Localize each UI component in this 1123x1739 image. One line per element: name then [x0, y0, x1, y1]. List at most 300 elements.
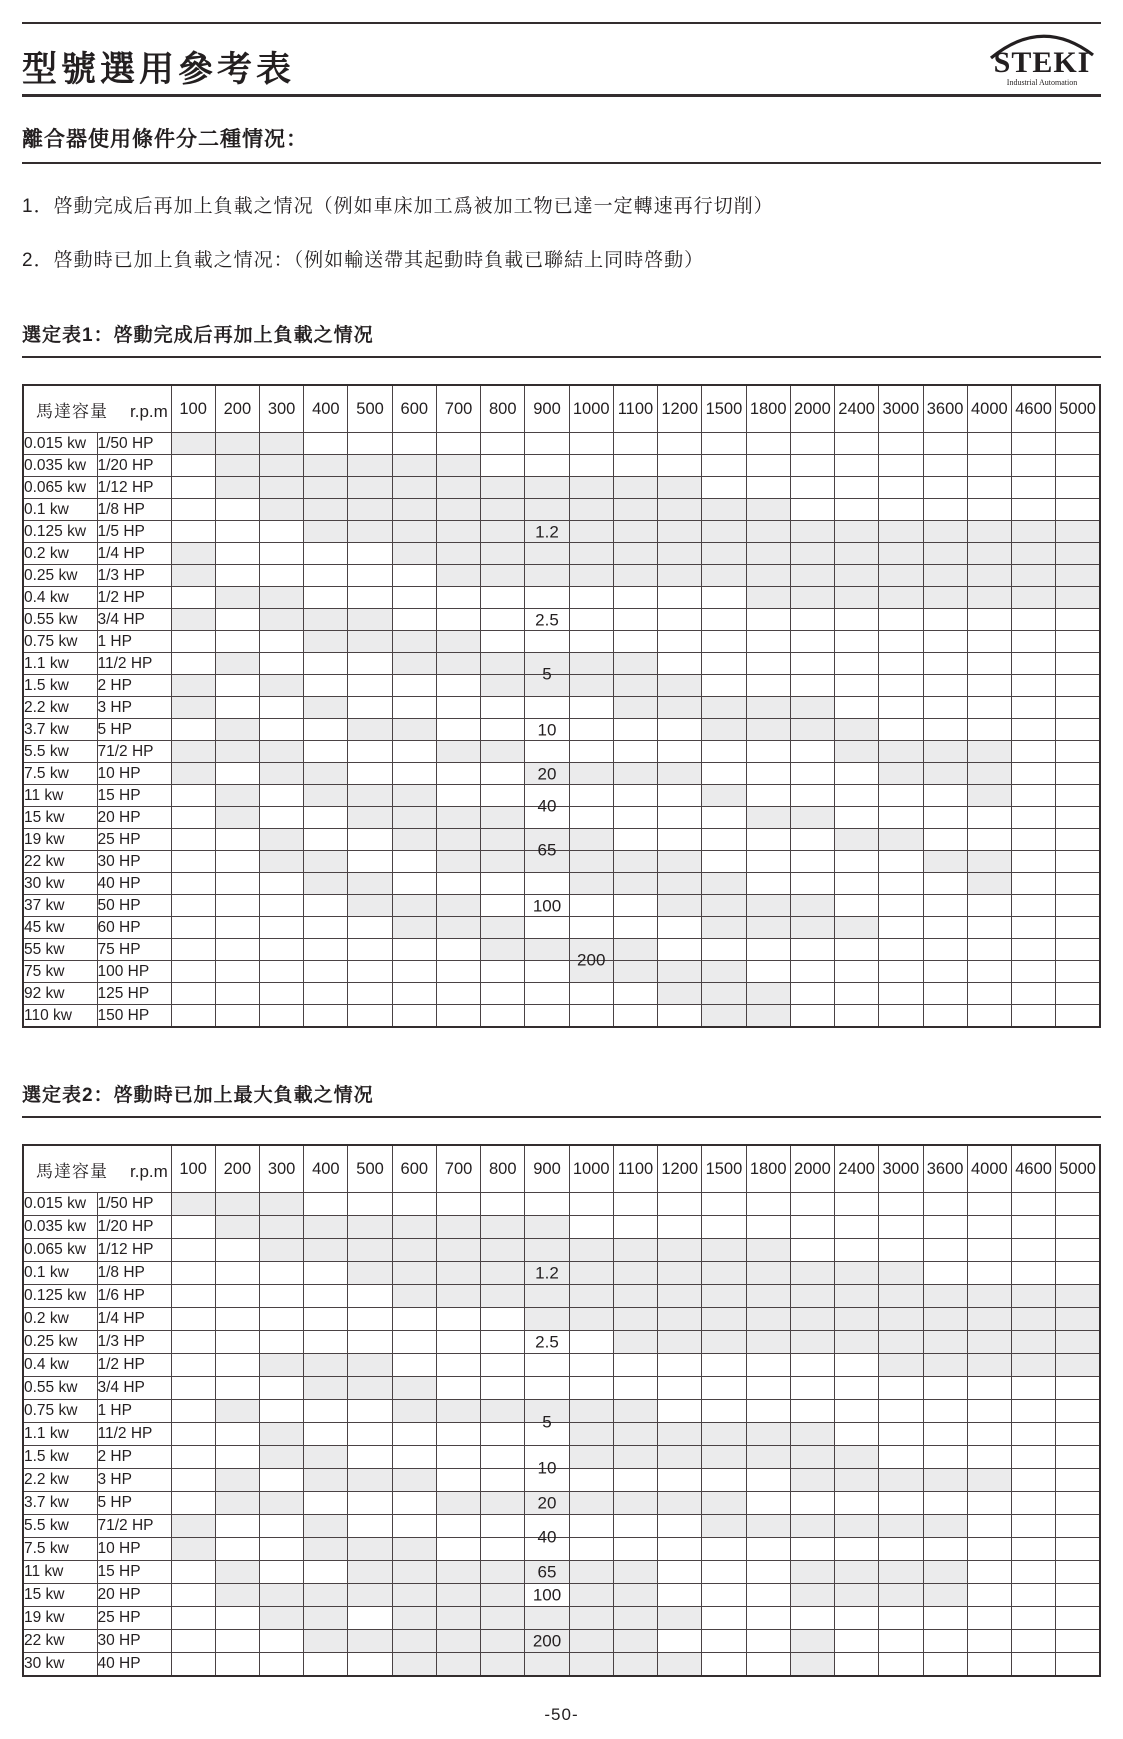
applicable-range-cell	[304, 1216, 348, 1239]
grid-cell	[215, 829, 259, 851]
rpm-column-header: 200	[215, 385, 259, 433]
applicable-range-cell	[304, 521, 348, 543]
intro-rule	[22, 162, 1101, 164]
hp-label: 125 HP	[97, 983, 171, 1005]
capacity-row	[23, 653, 1100, 675]
grid-cell	[835, 983, 879, 1005]
applicable-range-cell	[613, 1331, 657, 1354]
grid-cell	[525, 873, 569, 895]
applicable-range-cell	[569, 763, 613, 785]
applicable-range-cell	[658, 1308, 702, 1331]
grid-cell	[392, 1331, 436, 1354]
grid-cell	[436, 763, 480, 785]
applicable-range-cell	[746, 917, 790, 939]
grid-cell	[923, 829, 967, 851]
capacity-row	[23, 1561, 1100, 1584]
grid-cell	[923, 1239, 967, 1262]
grid-cell	[171, 719, 215, 741]
applicable-range-cell	[1011, 1331, 1055, 1354]
grid-cell	[1056, 653, 1100, 675]
applicable-range-cell	[259, 1492, 303, 1515]
grid-cell	[171, 1331, 215, 1354]
applicable-range-cell	[613, 565, 657, 587]
applicable-range-cell	[525, 1400, 569, 1432]
grid-cell	[1056, 1607, 1100, 1630]
grid-cell	[171, 499, 215, 521]
grid-cell	[304, 829, 348, 851]
grid-cell	[790, 961, 834, 983]
applicable-range-cell	[923, 1354, 967, 1377]
applicable-range-cell	[835, 565, 879, 587]
grid-cell	[967, 1446, 1011, 1469]
applicable-range-cell	[436, 1262, 480, 1285]
grid-cell	[436, 675, 480, 697]
rpm-column-header: 900	[525, 1145, 569, 1193]
applicable-range-cell	[790, 1331, 834, 1354]
grid-cell	[304, 1400, 348, 1423]
grid-cell	[392, 1308, 436, 1331]
grid-cell	[658, 1216, 702, 1239]
grid-cell	[967, 1423, 1011, 1446]
hp-label: 100 HP	[97, 961, 171, 983]
grid-cell	[1056, 1630, 1100, 1653]
grid-cell	[481, 895, 525, 917]
applicable-range-cell	[259, 499, 303, 521]
grid-cell	[215, 851, 259, 873]
applicable-range-cell	[348, 477, 392, 499]
rpm-column-header: 1000	[569, 1145, 613, 1193]
clutch-model-label: 5	[542, 664, 552, 684]
applicable-range-cell	[392, 631, 436, 653]
rpm-column-header: 400	[304, 385, 348, 433]
applicable-range-cell	[967, 1354, 1011, 1377]
grid-cell	[923, 1630, 967, 1653]
grid-cell	[1011, 1377, 1055, 1400]
applicable-range-cell	[790, 1469, 834, 1492]
applicable-range-cell	[259, 433, 303, 455]
applicable-range-cell	[1056, 543, 1100, 565]
grid-cell	[392, 961, 436, 983]
applicable-range-cell	[923, 587, 967, 609]
applicable-range-cell	[879, 1354, 923, 1377]
applicable-range-cell	[835, 1308, 879, 1331]
grid-cell	[1011, 653, 1055, 675]
grid-cell	[481, 983, 525, 1005]
applicable-range-cell	[702, 521, 746, 543]
grid-cell	[835, 1400, 879, 1423]
grid-cell	[1011, 1584, 1055, 1607]
grid-cell	[304, 433, 348, 455]
grid-cell	[1056, 961, 1100, 983]
applicable-range-cell	[392, 895, 436, 917]
applicable-range-cell	[171, 1538, 215, 1561]
grid-cell	[481, 1377, 525, 1400]
kw-label: 0.035 kw	[23, 1216, 97, 1239]
grid-cell	[658, 455, 702, 477]
applicable-range-cell	[569, 1561, 613, 1584]
applicable-range-cell	[569, 1423, 613, 1446]
applicable-range-cell	[569, 1492, 613, 1515]
applicable-range-cell	[569, 499, 613, 521]
grid-cell	[1011, 1630, 1055, 1653]
applicable-range-cell	[790, 1308, 834, 1331]
applicable-range-cell	[392, 1239, 436, 1262]
grid-cell	[879, 895, 923, 917]
grid-cell	[259, 1377, 303, 1400]
applicable-range-cell	[304, 1354, 348, 1377]
grid-cell	[1056, 785, 1100, 807]
grid-cell	[348, 565, 392, 587]
applicable-range-cell	[304, 1239, 348, 1262]
applicable-range-cell	[569, 873, 613, 895]
grid-cell	[702, 477, 746, 499]
rpm-header-row	[23, 1145, 1100, 1193]
grid-cell	[392, 873, 436, 895]
grid-cell	[1056, 1193, 1100, 1216]
applicable-range-cell	[304, 1446, 348, 1469]
grid-cell	[1056, 851, 1100, 873]
grid-cell	[1056, 939, 1100, 961]
applicable-range-cell	[702, 697, 746, 719]
applicable-range-cell	[436, 1400, 480, 1423]
applicable-range-cell	[436, 807, 480, 829]
grid-cell	[702, 675, 746, 697]
grid-cell	[481, 763, 525, 785]
applicable-range-cell	[525, 1653, 569, 1677]
grid-cell	[1011, 961, 1055, 983]
applicable-range-cell	[525, 565, 569, 587]
applicable-range-cell	[835, 1262, 879, 1285]
selection-table-2-section	[22, 1080, 1101, 1677]
grid-cell	[746, 631, 790, 653]
capacity-row	[23, 1239, 1100, 1262]
applicable-range-cell	[436, 1239, 480, 1262]
applicable-range-cell	[613, 961, 657, 983]
applicable-range-cell	[658, 1423, 702, 1446]
hp-label: 1/4 HP	[97, 543, 171, 565]
grid-cell	[304, 1285, 348, 1308]
grid-cell	[1011, 1607, 1055, 1630]
grid-cell	[967, 1538, 1011, 1561]
grid-cell	[967, 1377, 1011, 1400]
grid-cell	[790, 873, 834, 895]
grid-cell	[348, 829, 392, 851]
grid-cell	[790, 1216, 834, 1239]
grid-cell	[525, 1515, 569, 1547]
grid-cell	[1056, 1515, 1100, 1538]
grid-cell	[215, 1262, 259, 1285]
applicable-range-cell	[790, 807, 834, 829]
grid-cell	[481, 631, 525, 653]
grid-cell	[304, 587, 348, 609]
grid-cell	[259, 1005, 303, 1028]
grid-cell	[348, 587, 392, 609]
applicable-range-cell	[392, 1630, 436, 1653]
grid-cell	[746, 1377, 790, 1400]
rpm-column-header: 4000	[967, 1145, 1011, 1193]
capacity-row	[23, 785, 1100, 807]
applicable-range-cell	[481, 1400, 525, 1423]
hp-label: 3 HP	[97, 1469, 171, 1492]
clutch-model-label: 5	[542, 1412, 552, 1432]
grid-cell	[790, 1538, 834, 1561]
applicable-range-cell	[525, 1239, 569, 1262]
applicable-range-cell	[348, 1239, 392, 1262]
grid-cell	[879, 961, 923, 983]
grid-cell	[790, 829, 834, 851]
capacity-row	[23, 1607, 1100, 1630]
grid-cell	[259, 807, 303, 829]
applicable-range-cell	[392, 829, 436, 851]
grid-cell	[171, 1216, 215, 1239]
grid-cell	[436, 609, 480, 631]
kw-label: 75 kw	[23, 961, 97, 983]
grid-cell	[879, 433, 923, 455]
condition-item-2: 2．啓動時已加上負載之情况：（例如輸送帶其起動時負載已聯結上同時啓動）	[22, 250, 705, 271]
capacity-row	[23, 1354, 1100, 1377]
applicable-range-cell	[569, 1446, 613, 1469]
applicable-range-cell	[702, 1262, 746, 1285]
grid-cell	[746, 1354, 790, 1377]
hp-label: 50 HP	[97, 895, 171, 917]
kw-label: 0.1 kw	[23, 499, 97, 521]
applicable-range-cell	[967, 741, 1011, 763]
grid-cell	[746, 829, 790, 851]
applicable-range-cell	[613, 939, 657, 961]
grid-cell	[835, 675, 879, 697]
grid-cell	[436, 961, 480, 983]
capacity-row	[23, 1630, 1100, 1653]
grid-cell	[436, 587, 480, 609]
grid-cell	[259, 939, 303, 961]
grid-cell	[171, 1423, 215, 1446]
grid-cell	[171, 917, 215, 939]
grid-cell	[746, 477, 790, 499]
grid-cell	[171, 1492, 215, 1515]
clutch-model-label: 200	[532, 1631, 562, 1651]
grid-cell	[1011, 1005, 1055, 1028]
hp-label: 11/2 HP	[97, 653, 171, 675]
grid-cell	[525, 917, 569, 939]
applicable-range-cell	[746, 499, 790, 521]
applicable-range-cell	[392, 521, 436, 543]
applicable-range-cell	[481, 1561, 525, 1584]
grid-cell	[835, 961, 879, 983]
logo-wordmark: STEKI	[993, 46, 1091, 79]
applicable-range-cell	[702, 565, 746, 587]
grid-cell	[702, 1354, 746, 1377]
grid-cell	[171, 807, 215, 829]
grid-cell	[658, 1515, 702, 1538]
applicable-range-cell	[746, 521, 790, 543]
grid-cell	[923, 697, 967, 719]
applicable-range-cell	[658, 477, 702, 499]
applicable-range-cell	[481, 1584, 525, 1607]
grid-cell	[171, 1630, 215, 1653]
grid-cell	[879, 1193, 923, 1216]
hp-label: 71/2 HP	[97, 741, 171, 763]
applicable-range-cell	[967, 543, 1011, 565]
applicable-range-cell	[879, 543, 923, 565]
grid-cell	[525, 697, 569, 719]
grid-cell	[215, 1354, 259, 1377]
grid-cell	[702, 631, 746, 653]
applicable-range-cell	[525, 1262, 569, 1285]
grid-cell	[1056, 807, 1100, 829]
grid-cell	[1011, 1561, 1055, 1584]
applicable-range-cell	[923, 1469, 967, 1492]
kw-label: 3.7 kw	[23, 719, 97, 741]
applicable-range-cell	[1056, 565, 1100, 587]
applicable-range-cell	[790, 697, 834, 719]
kw-label: 19 kw	[23, 1607, 97, 1630]
applicable-range-cell	[923, 521, 967, 543]
applicable-range-cell	[879, 1331, 923, 1354]
applicable-range-cell	[171, 1193, 215, 1216]
applicable-range-cell	[348, 1354, 392, 1377]
applicable-range-cell	[879, 565, 923, 587]
hp-label: 3/4 HP	[97, 1377, 171, 1400]
applicable-range-cell	[967, 1285, 1011, 1308]
applicable-range-cell	[392, 543, 436, 565]
applicable-range-cell	[481, 499, 525, 521]
grid-cell	[1011, 697, 1055, 719]
applicable-range-cell	[171, 1515, 215, 1538]
hp-label: 15 HP	[97, 1561, 171, 1584]
grid-cell	[171, 939, 215, 961]
grid-cell	[392, 763, 436, 785]
grid-cell	[923, 653, 967, 675]
hp-label: 1 HP	[97, 631, 171, 653]
grid-cell	[702, 609, 746, 631]
grid-cell	[171, 1584, 215, 1607]
grid-cell	[215, 565, 259, 587]
kw-label: 0.125 kw	[23, 521, 97, 543]
applicable-range-cell	[835, 829, 879, 851]
grid-cell	[702, 1377, 746, 1400]
rpm-header-row	[23, 385, 1100, 433]
applicable-range-cell	[304, 785, 348, 807]
grid-cell	[658, 587, 702, 609]
grid-cell	[436, 873, 480, 895]
applicable-range-cell	[392, 1561, 436, 1584]
applicable-range-cell	[259, 455, 303, 477]
grid-cell	[879, 873, 923, 895]
kw-label: 30 kw	[23, 1653, 97, 1677]
grid-cell	[746, 1193, 790, 1216]
grid-cell	[790, 1377, 834, 1400]
grid-cell	[259, 521, 303, 543]
applicable-range-cell	[171, 609, 215, 631]
grid-cell	[259, 873, 303, 895]
grid-cell	[923, 477, 967, 499]
applicable-range-cell	[481, 543, 525, 565]
applicable-range-cell	[436, 1584, 480, 1607]
grid-cell	[967, 1515, 1011, 1538]
applicable-range-cell	[790, 1584, 834, 1607]
clutch-model-label: 10	[537, 720, 557, 739]
grid-cell	[304, 719, 348, 741]
grid-cell	[923, 807, 967, 829]
title-rule	[22, 94, 1101, 97]
kw-label: 0.2 kw	[23, 1308, 97, 1331]
applicable-range-cell	[259, 1354, 303, 1377]
applicable-range-cell	[1011, 565, 1055, 587]
applicable-range-cell	[392, 477, 436, 499]
capacity-row	[23, 477, 1100, 499]
kw-label: 0.55 kw	[23, 609, 97, 631]
applicable-range-cell	[215, 807, 259, 829]
applicable-range-cell	[392, 1584, 436, 1607]
grid-cell	[967, 939, 1011, 961]
grid-cell	[835, 763, 879, 785]
grid-cell	[702, 1193, 746, 1216]
grid-cell	[569, 917, 613, 939]
grid-cell	[259, 895, 303, 917]
applicable-range-cell	[702, 961, 746, 983]
grid-cell	[481, 587, 525, 609]
clutch-model-label: 200	[577, 950, 606, 970]
applicable-range-cell	[613, 1561, 657, 1584]
applicable-range-cell	[613, 873, 657, 895]
applicable-range-cell	[259, 1423, 303, 1446]
grid-cell	[923, 455, 967, 477]
hp-label: 5 HP	[97, 1492, 171, 1515]
applicable-range-cell	[967, 587, 1011, 609]
grid-cell	[525, 1446, 569, 1478]
applicable-range-cell	[436, 1561, 480, 1584]
grid-cell	[1056, 1561, 1100, 1584]
grid-cell	[923, 433, 967, 455]
capacity-row	[23, 917, 1100, 939]
applicable-range-cell	[923, 763, 967, 785]
selection-table-1-section	[22, 320, 1101, 1028]
applicable-range-cell	[746, 1005, 790, 1028]
grid-cell	[436, 983, 480, 1005]
applicable-range-cell	[348, 1469, 392, 1492]
grid-cell	[171, 455, 215, 477]
rpm-column-header: 3000	[879, 1145, 923, 1193]
applicable-range-cell	[923, 1285, 967, 1308]
applicable-range-cell	[923, 1308, 967, 1331]
grid-cell	[746, 1216, 790, 1239]
grid-cell	[702, 939, 746, 961]
grid-cell	[879, 1239, 923, 1262]
grid-cell	[702, 741, 746, 763]
applicable-range-cell	[879, 829, 923, 851]
applicable-range-cell	[392, 719, 436, 741]
hp-label: 2 HP	[97, 675, 171, 697]
grid-cell	[658, 719, 702, 741]
applicable-range-cell	[746, 719, 790, 741]
applicable-range-cell	[746, 697, 790, 719]
grid-cell	[967, 455, 1011, 477]
grid-cell	[879, 1216, 923, 1239]
grid-cell	[259, 719, 303, 741]
grid-cell	[171, 1446, 215, 1469]
grid-cell	[348, 1515, 392, 1538]
grid-cell	[569, 631, 613, 653]
kw-label: 3.7 kw	[23, 1492, 97, 1515]
grid-cell	[1056, 1377, 1100, 1400]
grid-cell	[702, 455, 746, 477]
grid-cell	[259, 1561, 303, 1584]
grid-cell	[835, 851, 879, 873]
grid-cell	[923, 1377, 967, 1400]
grid-cell	[613, 1193, 657, 1216]
applicable-range-cell	[392, 807, 436, 829]
applicable-range-cell	[348, 455, 392, 477]
